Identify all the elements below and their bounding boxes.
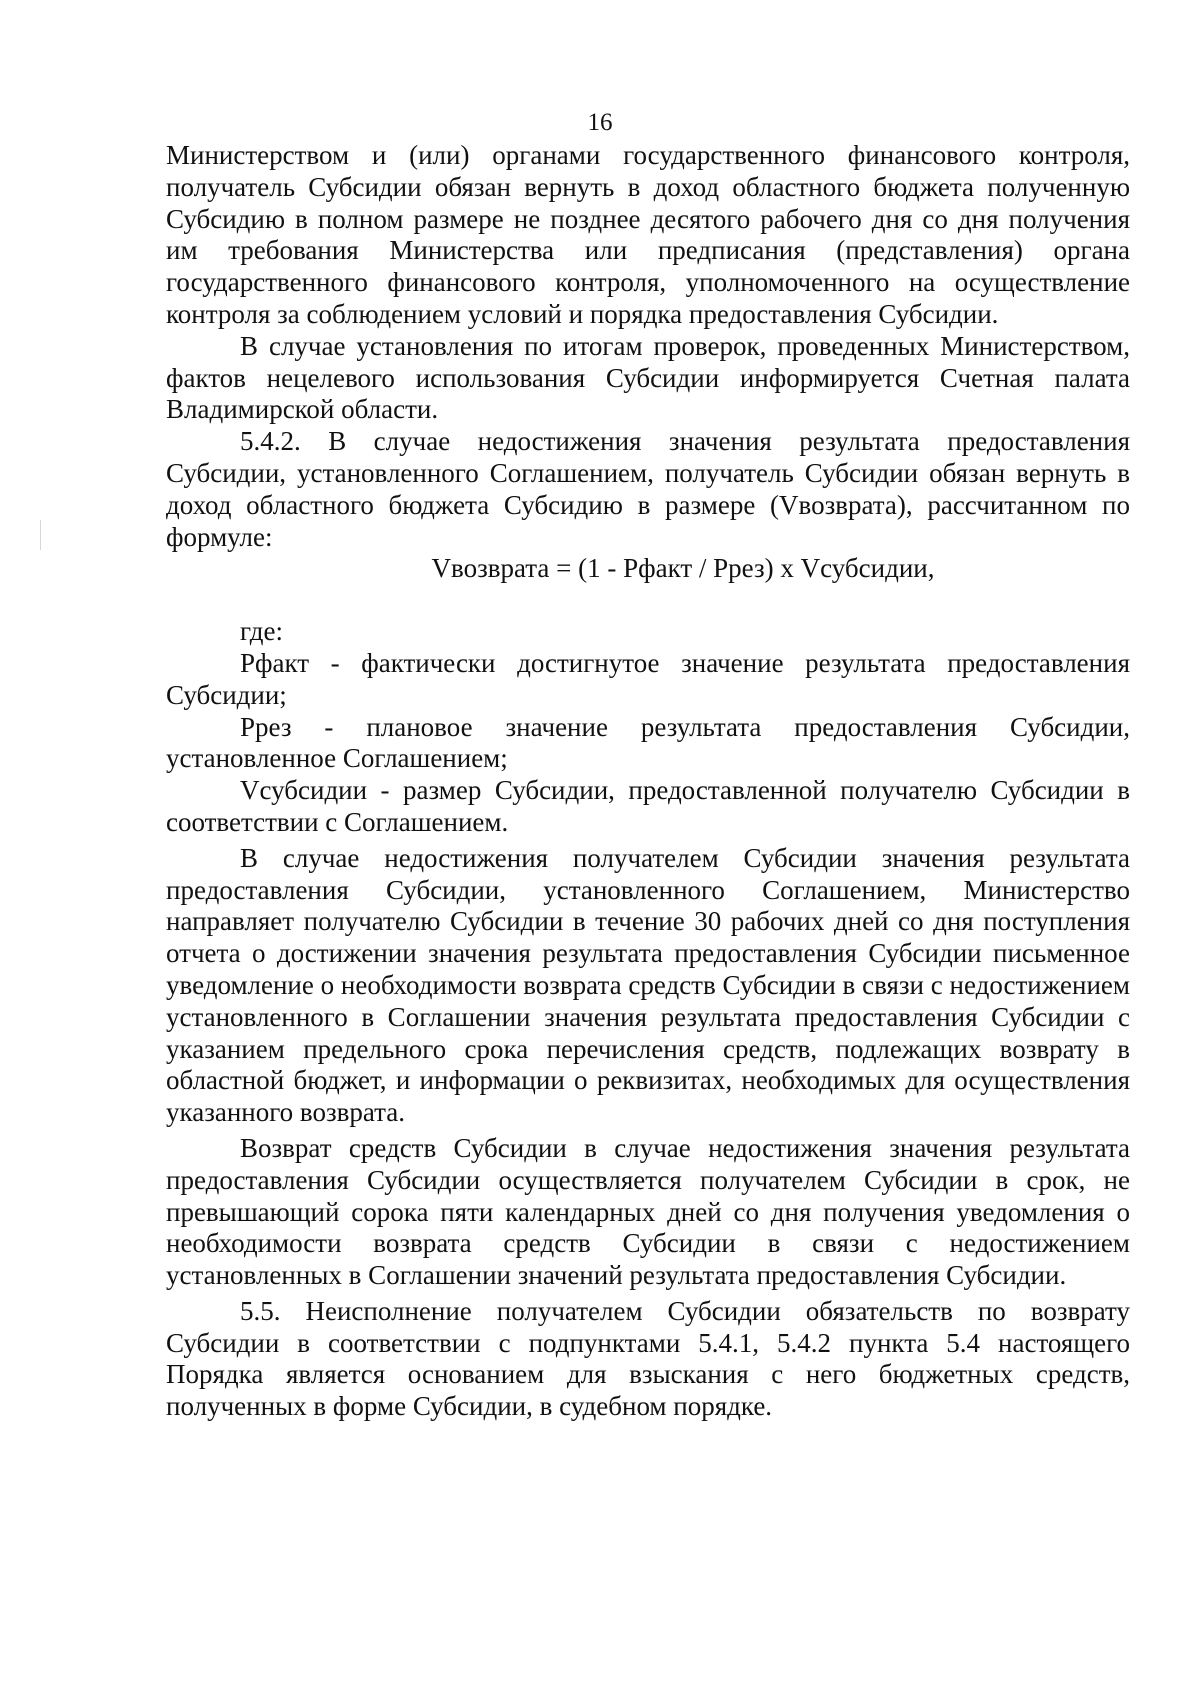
- return-formula: Vвозврата = (1 - Рфакт / Ррез) х Vсубсидии,: [431, 553, 935, 584]
- definition-pfact: Рфакт - фактически достигнутое значение результата предоставления Субсидии;: [166, 647, 1130, 710]
- page-number: 16: [587, 109, 613, 136]
- definition-pres: Ррез - плановое значение результата предоставления Субсидии, установленное Соглашением;: [166, 711, 1130, 774]
- definition-vsubsidy: Vсубсидии - размер Субсидии, предоставленной получателю Субсидии в соответствии с Соглашением.: [166, 775, 1130, 837]
- formula-where: где:: [240, 616, 283, 647]
- paragraph-notification: В случае недостижения получателем Субсидии значения результата предоставления Субсидии, установленного Соглашением, Министерство направляет получателю Субсидии в течение 30 рабочих дней со дня поступления отчета о достижении значения результата предоставления Субсидии письменное уведомление о необходимости возврата средств Субсидии в связи с недостижением установленного в Соглашении значения результата предоставления Субсидии с указанием предельного срока перечисления средств, подлежащих возврату в областной бюджет, и информации о реквизитах, необходимых для осуществления указанного возврата.: [166, 842, 1130, 1128]
- scan-edge-mark: [40, 520, 41, 550]
- paragraph-continuation: Министерством и (или) органами государственного финансового контроля, получатель Субсидии обязан вернуть в доход областного бюджета полученную Субсидию в полном размере не позднее десятого рабочего дня со дня получения им требования Министерства или предписания (представления) органа государственного финансового контроля, уполномоченного на осуществление контроля за соблюдением условий и порядка предоставления Субсидии.: [166, 140, 1130, 329]
- paragraph-5-4-2: 5.4.2. В случае недостижения значения результата предоставления Субсидии, установленного Соглашением, получатель Субсидии обязан вернуть в доход областного бюджета Субсидию в размере (Vвозврата), рассчитанном по формуле:: [166, 426, 1130, 552]
- paragraph-return-deadline: Возврат средств Субсидии в случае недостижения значения результата предоставления Субсидии осуществляется получателем Субсидии в срок, не превышающий сорока пяти календарных дней со дня получения уведомления о необходимости возврата средств Субсидии в связи с недостижением установленных в Соглашении значений результата предоставления Субсидии.: [166, 1132, 1130, 1291]
- document-body: [166, 140, 1130, 1423]
- paragraph-audit-info: В случае установления по итогам проверок, проведенных Министерством, фактов нецелевого использования Субсидии информируется Счетная палата Владимирской области.: [166, 330, 1130, 425]
- paragraph-5-5: 5.5. Неисполнение получателем Субсидии обязательств по возврату Субсидии в соответствии с подпунктами 5.4.1, 5.4.2 пункта 5.4 настоящего Порядка является основанием для взыскания с него бюджетных средств, полученных в форме Субсидии, в судебном порядке.: [166, 1295, 1130, 1422]
